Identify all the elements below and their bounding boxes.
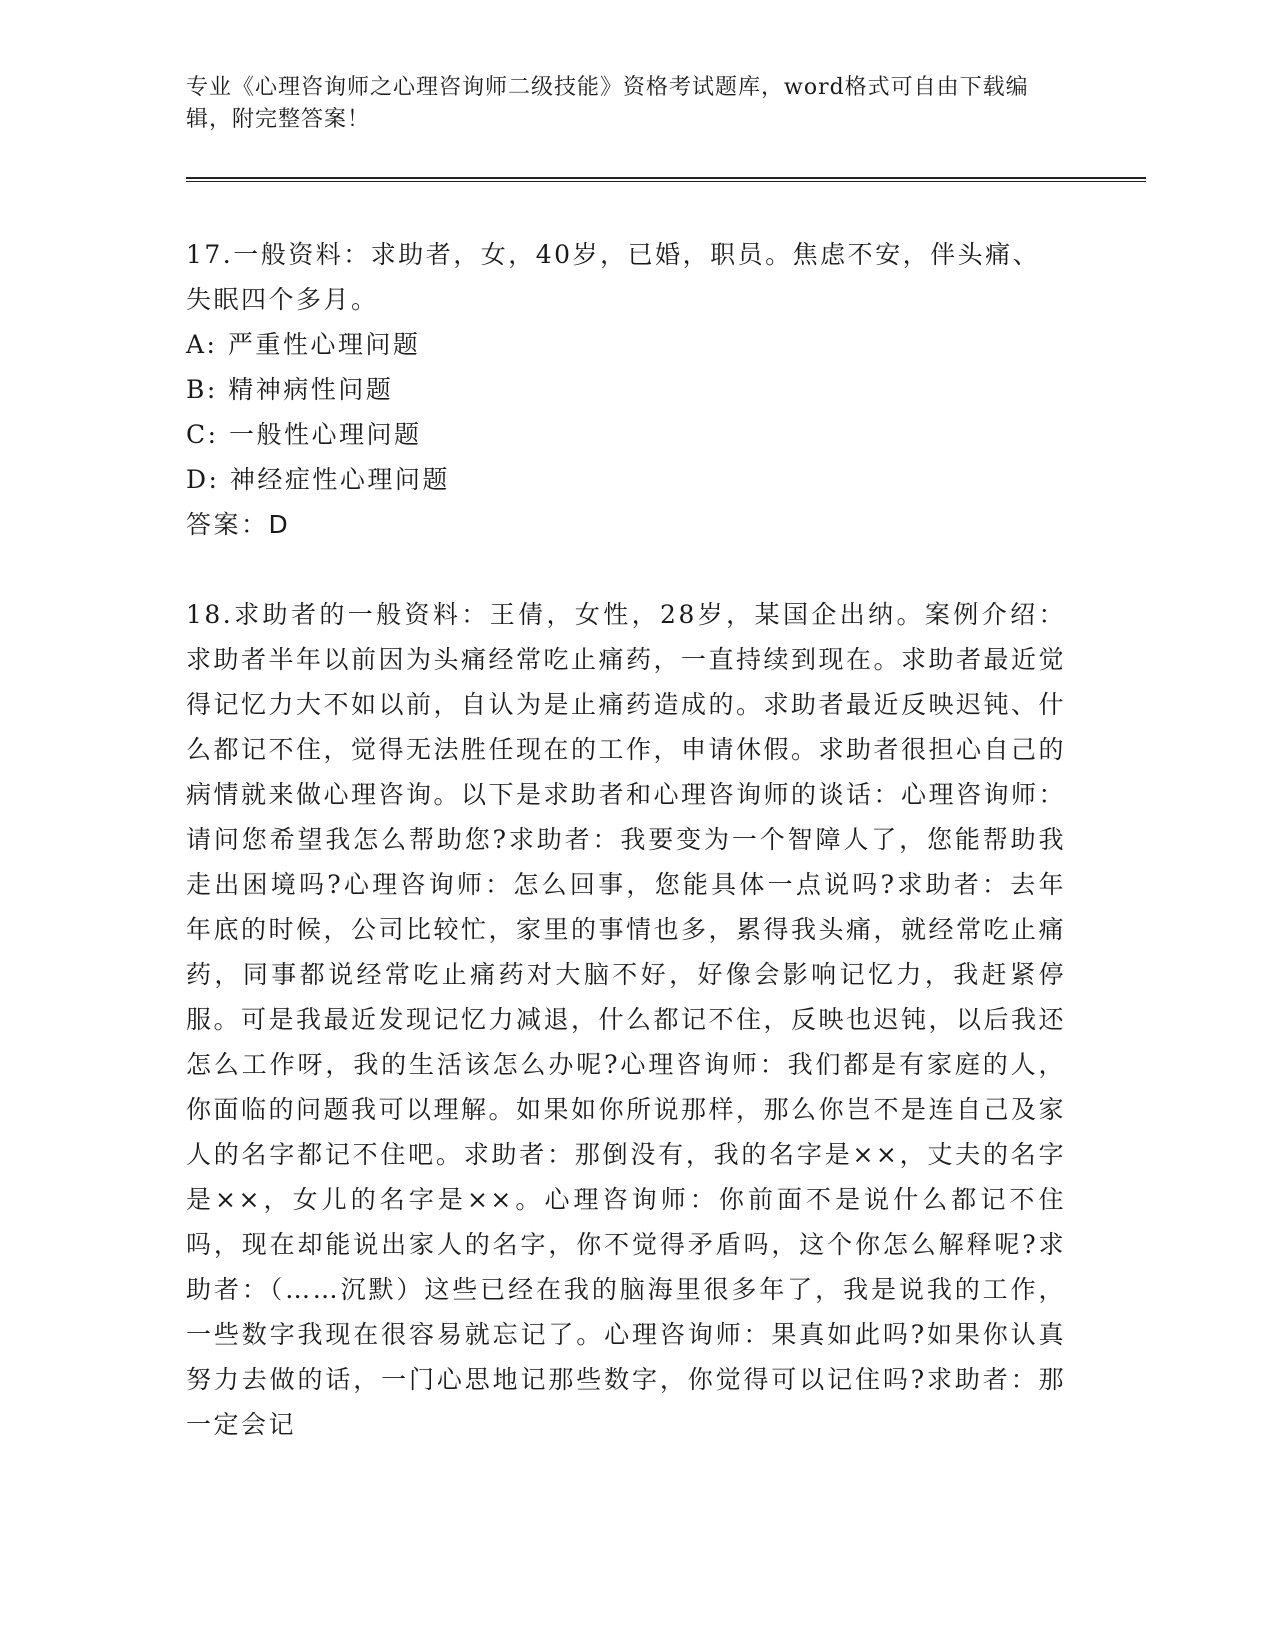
header-rule-thick [186,177,1146,179]
header-rule-thin [186,181,1146,182]
question-spacer [186,547,1066,592]
question-stem: 18.求助者的一般资料：王倩，女性，28岁，某国企出纳。案例介绍：求助者半年以前因为头痛经常吃止痛药，一直持续到现在。求助者最近觉得记忆力大不如以前，自认为是止痛药造成的。求助者最近反映迟钝、什么都记不住，觉得无法胜任现在的工作，申请休假。求助者很担心自己的病情就来做心理咨询。以下是求助者和心理咨询师的谈话：心理咨询师：请问您希望我怎么帮助您?求助者：我要变为一个智障人了，您能帮助我走出困境吗?心理咨询师：怎么回事，您能具体一点说吗?求助者：去年年底的时候，公司比较忙，家里的事情也多，累得我头痛，就经常吃止痛药，同事都说经常吃止痛药对大脑不好，好像会影响记忆力，我赶紧停服。可是我最近发现记忆力减退，什么都记不住，反映也迟钝，以后我还怎么工作呀，我的生活该怎么办呢?心理咨询师：我们都是有家庭的人，你面临的问题我可以理解。如果如你所说那样，那么你岂不是连自己及家人的名字都记不住吧。求助者：那倒没有，我的名字是××，丈夫的名字是××，女儿的名字是××。心理咨询师：你前面不是说什么都记不住吗，现在却能说出家人的名字，你不觉得矛盾吗，这个你怎么解释呢?求助者：（……沉默）这些已经在我的脑海里很多年了，我是说我的工作，一些数字我现在很容易就忘记了。心理咨询师：果真如此吗?如果你认真努力去做的话，一门心思地记那些数字，你觉得可以记住吗?求助者：那一定会记 [186,600,1067,1439]
option-a: A: 严重性心理问题 [186,330,421,359]
question-17 [186,232,1066,547]
question-18 [186,592,1066,1447]
answer-label: 答案：D [186,510,291,539]
option-b: B: 精神病性问题 [186,375,394,404]
option-c: C: 一般性心理问题 [186,420,422,449]
question-stem: 17.一般资料：求助者，女，40岁，已婚，职员。焦虑不安，伴头痛、失眠四个多月。 [186,240,1041,314]
header-text: 专业《心理咨询师之心理咨询师二级技能》资格考试题库，word格式可自由下载编辑，附完整答案！ [186,75,1029,132]
document-body [186,232,1066,1447]
option-d: D: 神经症性心理问题 [186,465,450,494]
document-header [186,72,1066,136]
